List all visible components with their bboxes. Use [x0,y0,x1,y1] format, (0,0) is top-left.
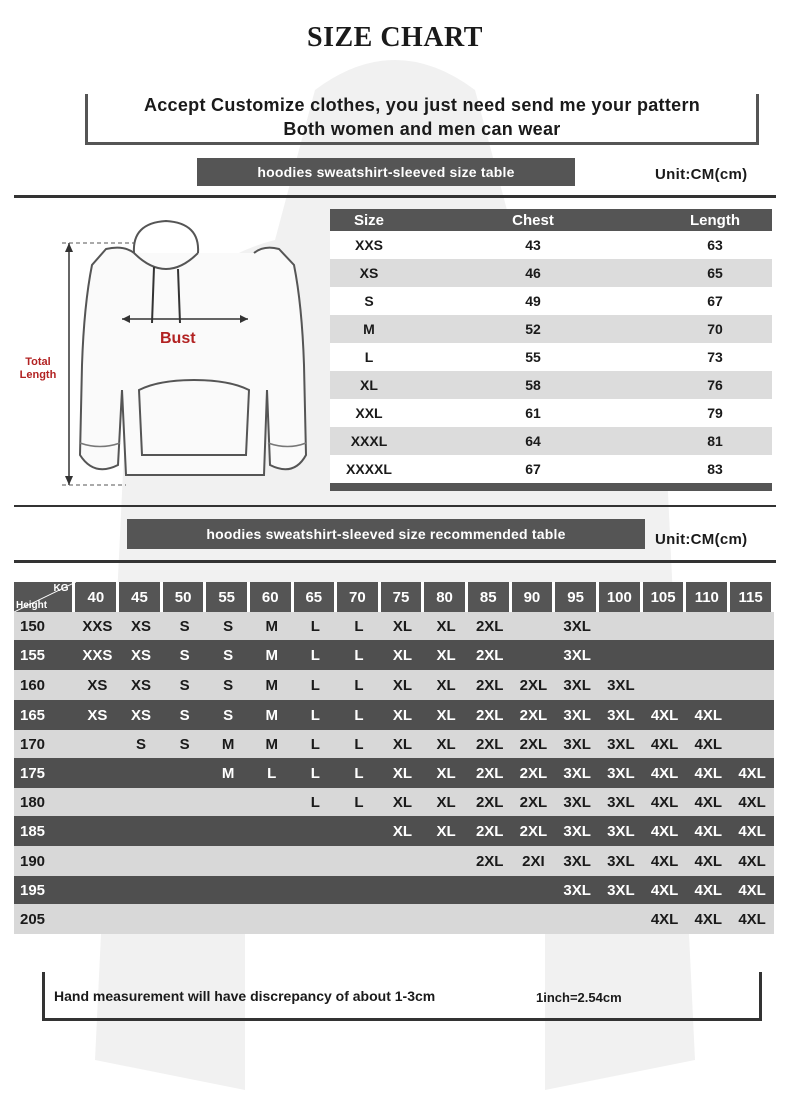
size-table-body [330,231,772,483]
height-cell: 185 [14,816,75,846]
header-chest: Chest [408,209,658,231]
recommend-size-cell: 2XL [512,788,556,816]
recommend-row [14,730,774,758]
size-row [330,371,772,399]
recommend-size-cell [119,876,163,904]
recommend-size-cell: XXS [75,640,119,670]
size-cell-length: 70 [658,315,772,343]
recommend-size-cell: 3XL [599,816,643,846]
size-cell-length: 67 [658,287,772,315]
recommend-table-header [14,582,774,612]
size-row [330,399,772,427]
recommend-size-cell: 2XL [468,816,512,846]
recommend-size-cell: XL [381,816,425,846]
gender-note: Both women and men can wear [283,119,561,139]
measurement-note: Hand measurement will have discrepancy of about 1-3cm [54,988,436,1004]
recommend-size-cell: L [250,758,294,788]
recommend-size-cell: XL [424,640,468,670]
recommend-size-cell [337,846,381,876]
recommend-size-cell: 4XL [686,788,730,816]
recommend-size-cell: 4XL [686,876,730,904]
weight-header: 100 [599,582,643,612]
recommend-size-cell [75,904,119,934]
recommend-row [14,846,774,876]
unit-label: Unit:CM(cm) [655,166,748,183]
size-row [330,427,772,455]
height-cell: 170 [14,730,75,758]
recommend-size-cell [250,876,294,904]
weight-header: 95 [555,582,599,612]
recommend-size-cell: 4XL [643,904,687,934]
recommend-table-body [14,612,774,934]
recommend-size-cell: 2XL [468,640,512,670]
height-cell: 175 [14,758,75,788]
hoodie-diagram [14,215,314,495]
recommend-size-cell [119,758,163,788]
weight-header: 60 [250,582,294,612]
total-length-label [16,356,60,382]
recommend-size-cell: XL [381,730,425,758]
recommend-size-cell: 4XL [643,876,687,904]
recommend-size-cell [424,846,468,876]
weight-header: 75 [381,582,425,612]
recommend-size-cell: 4XL [643,816,687,846]
recommend-size-cell: L [294,670,338,700]
recommend-size-cell [555,904,599,934]
recommend-size-cell: 4XL [686,730,730,758]
recommend-size-cell: L [294,758,338,788]
size-cell-size: XXL [330,399,408,427]
recommend-size-cell: 3XL [555,876,599,904]
recommend-size-cell [468,904,512,934]
recommend-size-cell: S [206,670,250,700]
recommend-table [14,582,774,934]
recommend-size-cell [75,876,119,904]
size-table [330,209,772,491]
recommend-size-cell [730,640,774,670]
recommend-size-cell: S [163,640,207,670]
recommend-size-cell: 2XL [468,670,512,700]
size-row [330,343,772,371]
size-cell-length: 81 [658,427,772,455]
recommend-size-cell [381,876,425,904]
recommend-size-cell: XL [381,640,425,670]
weight-header: 90 [512,582,556,612]
height-cell: 205 [14,904,75,934]
recommend-size-cell [512,904,556,934]
recommend-size-cell: XL [424,816,468,846]
recommend-size-cell: 2XL [468,758,512,788]
recommend-size-cell: 4XL [643,846,687,876]
recommend-size-cell [119,788,163,816]
recommend-size-cell [75,758,119,788]
recommend-size-cell [163,876,207,904]
height-cell: 160 [14,670,75,700]
recommend-size-cell: 3XL [555,816,599,846]
recommend-size-cell: XL [424,670,468,700]
recommend-size-cell: 4XL [643,730,687,758]
recommend-table-banner: hoodies sweatshirt-sleeved size recommended table [127,519,645,549]
size-table-footer-bar [330,483,772,491]
recommend-size-cell [599,640,643,670]
recommend-size-cell [337,816,381,846]
recommend-size-cell [512,612,556,640]
recommend-size-cell [424,876,468,904]
recommend-size-cell [163,758,207,788]
recommend-row [14,758,774,788]
weight-header: 115 [730,582,774,612]
recommend-size-cell [250,816,294,846]
recommend-size-cell [599,612,643,640]
recommend-size-cell: 3XL [555,670,599,700]
recommend-size-cell: S [163,612,207,640]
recommend-size-cell: S [163,730,207,758]
recommend-size-cell: L [337,730,381,758]
recommend-size-cell [119,816,163,846]
recommend-size-cell [512,876,556,904]
recommend-size-cell: 4XL [730,788,774,816]
recommend-size-cell [163,904,207,934]
size-cell-size: XL [330,371,408,399]
weight-header: 45 [119,582,163,612]
recommend-size-cell: 3XL [599,758,643,788]
recommend-size-cell: L [337,670,381,700]
recommend-size-cell: XXS [75,612,119,640]
recommend-size-cell [163,788,207,816]
weight-header: 50 [163,582,207,612]
recommend-size-cell: 2XL [512,700,556,730]
size-cell-size: L [330,343,408,371]
weight-header: 65 [294,582,338,612]
size-cell-chest: 64 [408,427,658,455]
recommend-size-cell: 2XL [512,670,556,700]
recommend-size-cell [250,904,294,934]
recommend-size-cell: S [206,612,250,640]
divider [14,195,776,198]
recommend-size-cell: XS [119,612,163,640]
recommend-size-cell: 2XL [468,788,512,816]
size-table-banner: hoodies sweatshirt-sleeved size table [197,158,575,186]
size-cell-length: 63 [658,231,772,259]
recommend-size-cell [512,640,556,670]
recommend-size-cell [294,816,338,846]
recommend-size-cell: L [337,612,381,640]
weight-header: 85 [468,582,512,612]
recommend-size-cell: XL [381,700,425,730]
recommend-row [14,612,774,640]
recommend-size-cell: 4XL [686,816,730,846]
recommend-size-cell [643,670,687,700]
recommend-size-cell: 4XL [730,846,774,876]
recommend-size-cell: 2XI [512,846,556,876]
height-cell: 180 [14,788,75,816]
size-row [330,287,772,315]
recommend-size-cell [599,904,643,934]
recommend-size-cell: S [163,700,207,730]
recommend-size-cell: M [206,758,250,788]
recommend-size-cell: L [294,700,338,730]
recommend-size-cell: 3XL [555,788,599,816]
recommend-size-cell: S [206,700,250,730]
recommend-size-cell: M [250,640,294,670]
weight-header: 110 [686,582,730,612]
recommend-size-cell: M [250,730,294,758]
recommend-size-cell: 3XL [555,730,599,758]
size-cell-size: XXXXL [330,455,408,483]
corner-kg-label: KG [53,583,69,594]
recommend-size-cell: M [206,730,250,758]
size-cell-chest: 61 [408,399,658,427]
recommend-size-cell [643,612,687,640]
size-cell-length: 83 [658,455,772,483]
recommend-size-cell: 4XL [643,758,687,788]
recommend-size-cell: M [250,612,294,640]
recommend-size-cell: 4XL [686,846,730,876]
recommend-size-cell: XL [424,788,468,816]
size-cell-size: XXS [330,231,408,259]
recommend-size-cell [686,640,730,670]
recommend-size-cell: S [163,670,207,700]
divider [14,560,776,563]
recommend-size-cell [686,612,730,640]
recommend-size-cell: 3XL [555,640,599,670]
recommend-size-cell [206,876,250,904]
recommend-row [14,788,774,816]
size-cell-chest: 58 [408,371,658,399]
page-title: SIZE CHART [307,22,483,53]
recommend-row [14,670,774,700]
recommend-size-cell: M [250,670,294,700]
inch-conversion-note: 1inch=2.54cm [536,990,622,1005]
recommend-size-cell: L [337,758,381,788]
size-row [330,231,772,259]
recommend-size-cell: 4XL [730,904,774,934]
recommend-size-cell: L [294,640,338,670]
recommend-size-cell [250,788,294,816]
recommend-size-cell [206,904,250,934]
recommend-size-cell: 2XL [468,730,512,758]
size-cell-chest: 46 [408,259,658,287]
recommend-size-cell [294,904,338,934]
recommend-size-cell: 3XL [599,788,643,816]
recommend-size-cell: 3XL [599,730,643,758]
recommend-size-cell [119,904,163,934]
recommend-size-cell [643,640,687,670]
recommend-size-cell [75,846,119,876]
recommend-size-cell: XL [424,730,468,758]
weight-header: 55 [206,582,250,612]
recommend-size-cell: 4XL [686,700,730,730]
recommend-size-cell: L [337,640,381,670]
recommend-size-cell [163,846,207,876]
size-cell-length: 79 [658,399,772,427]
total-length-label-line2: Length [19,369,57,381]
recommend-size-cell: XS [119,700,163,730]
size-cell-size: S [330,287,408,315]
recommend-size-cell [730,612,774,640]
header-length: Length [658,209,772,231]
recommend-size-cell: 2XL [468,612,512,640]
size-cell-chest: 49 [408,287,658,315]
recommend-row [14,700,774,730]
recommend-size-cell: 3XL [599,846,643,876]
recommend-row [14,816,774,846]
recommend-size-cell: 3XL [555,846,599,876]
size-cell-chest: 55 [408,343,658,371]
recommend-size-cell [730,700,774,730]
recommend-size-cell: 4XL [686,904,730,934]
recommend-size-cell: L [294,730,338,758]
recommend-size-cell: S [206,640,250,670]
weight-header: 80 [424,582,468,612]
recommend-size-cell: XS [119,670,163,700]
recommend-size-cell: XS [75,670,119,700]
recommend-size-cell [206,816,250,846]
recommend-size-cell: 2XL [468,700,512,730]
corner-height-label: Height [16,600,48,611]
size-cell-size: M [330,315,408,343]
recommend-size-cell: L [294,612,338,640]
customize-note: Accept Customize clothes, you just need send me your pattern [143,95,701,115]
recommend-size-cell [337,876,381,904]
height-cell: 155 [14,640,75,670]
recommend-size-cell: 3XL [599,876,643,904]
recommend-size-cell: 4XL [730,758,774,788]
recommend-size-cell: XL [424,700,468,730]
size-cell-length: 76 [658,371,772,399]
size-row [330,455,772,483]
size-row [330,315,772,343]
recommend-size-cell [294,876,338,904]
recommend-size-cell [75,816,119,846]
recommend-size-cell: 3XL [599,670,643,700]
recommend-size-cell [206,788,250,816]
total-length-label-line1: Total [25,356,51,368]
recommend-size-cell: L [337,788,381,816]
divider [14,505,776,507]
height-weight-corner [14,582,75,612]
recommend-size-cell: 3XL [599,700,643,730]
recommend-size-cell: 2XL [512,730,556,758]
recommend-size-cell [468,876,512,904]
recommend-size-cell [294,846,338,876]
bust-label: Bust [160,330,196,347]
recommend-size-cell: XL [424,612,468,640]
recommend-size-cell [250,846,294,876]
weight-header: 105 [643,582,687,612]
recommend-size-cell: 4XL [730,876,774,904]
size-cell-size: XS [330,259,408,287]
recommend-row [14,876,774,904]
recommend-size-cell [730,730,774,758]
recommend-size-cell: S [119,730,163,758]
recommend-row [14,904,774,934]
recommend-size-cell: XS [119,640,163,670]
size-cell-chest: 67 [408,455,658,483]
height-cell: 150 [14,612,75,640]
recommend-size-cell: 2XL [468,846,512,876]
size-cell-chest: 43 [408,231,658,259]
recommend-size-cell: XL [381,670,425,700]
recommend-size-cell [381,846,425,876]
size-cell-chest: 52 [408,315,658,343]
recommend-size-cell: XL [381,788,425,816]
recommend-size-cell [337,904,381,934]
weight-header: 40 [75,582,119,612]
recommend-size-cell: L [337,700,381,730]
height-cell: 190 [14,846,75,876]
recommend-size-cell [686,670,730,700]
weight-header: 70 [337,582,381,612]
recommend-size-cell: L [294,788,338,816]
header-size: Size [330,209,408,231]
recommend-size-cell [730,670,774,700]
recommend-size-cell: 3XL [555,758,599,788]
recommend-size-cell [206,846,250,876]
recommend-row [14,640,774,670]
recommend-size-cell [75,788,119,816]
recommend-size-cell: 4XL [643,700,687,730]
recommend-size-cell: 4XL [730,816,774,846]
recommend-size-cell [119,846,163,876]
recommend-size-cell [381,904,425,934]
size-row [330,259,772,287]
recommend-size-cell: XL [381,758,425,788]
recommend-size-cell: 2XL [512,758,556,788]
height-cell: 195 [14,876,75,904]
size-cell-length: 73 [658,343,772,371]
height-cell: 165 [14,700,75,730]
recommend-size-cell: 4XL [643,788,687,816]
size-cell-size: XXXL [330,427,408,455]
size-table-header [330,209,772,231]
recommend-size-cell: XL [424,758,468,788]
recommend-size-cell [424,904,468,934]
recommend-size-cell: M [250,700,294,730]
recommend-size-cell: 3XL [555,612,599,640]
recommend-size-cell [163,816,207,846]
recommend-size-cell: 3XL [555,700,599,730]
recommend-size-cell: XS [75,700,119,730]
recommend-size-cell: XL [381,612,425,640]
size-cell-length: 65 [658,259,772,287]
recommend-size-cell [75,730,119,758]
unit-label-2: Unit:CM(cm) [655,531,748,548]
recommend-size-cell: 2XL [512,816,556,846]
recommend-size-cell: 4XL [686,758,730,788]
